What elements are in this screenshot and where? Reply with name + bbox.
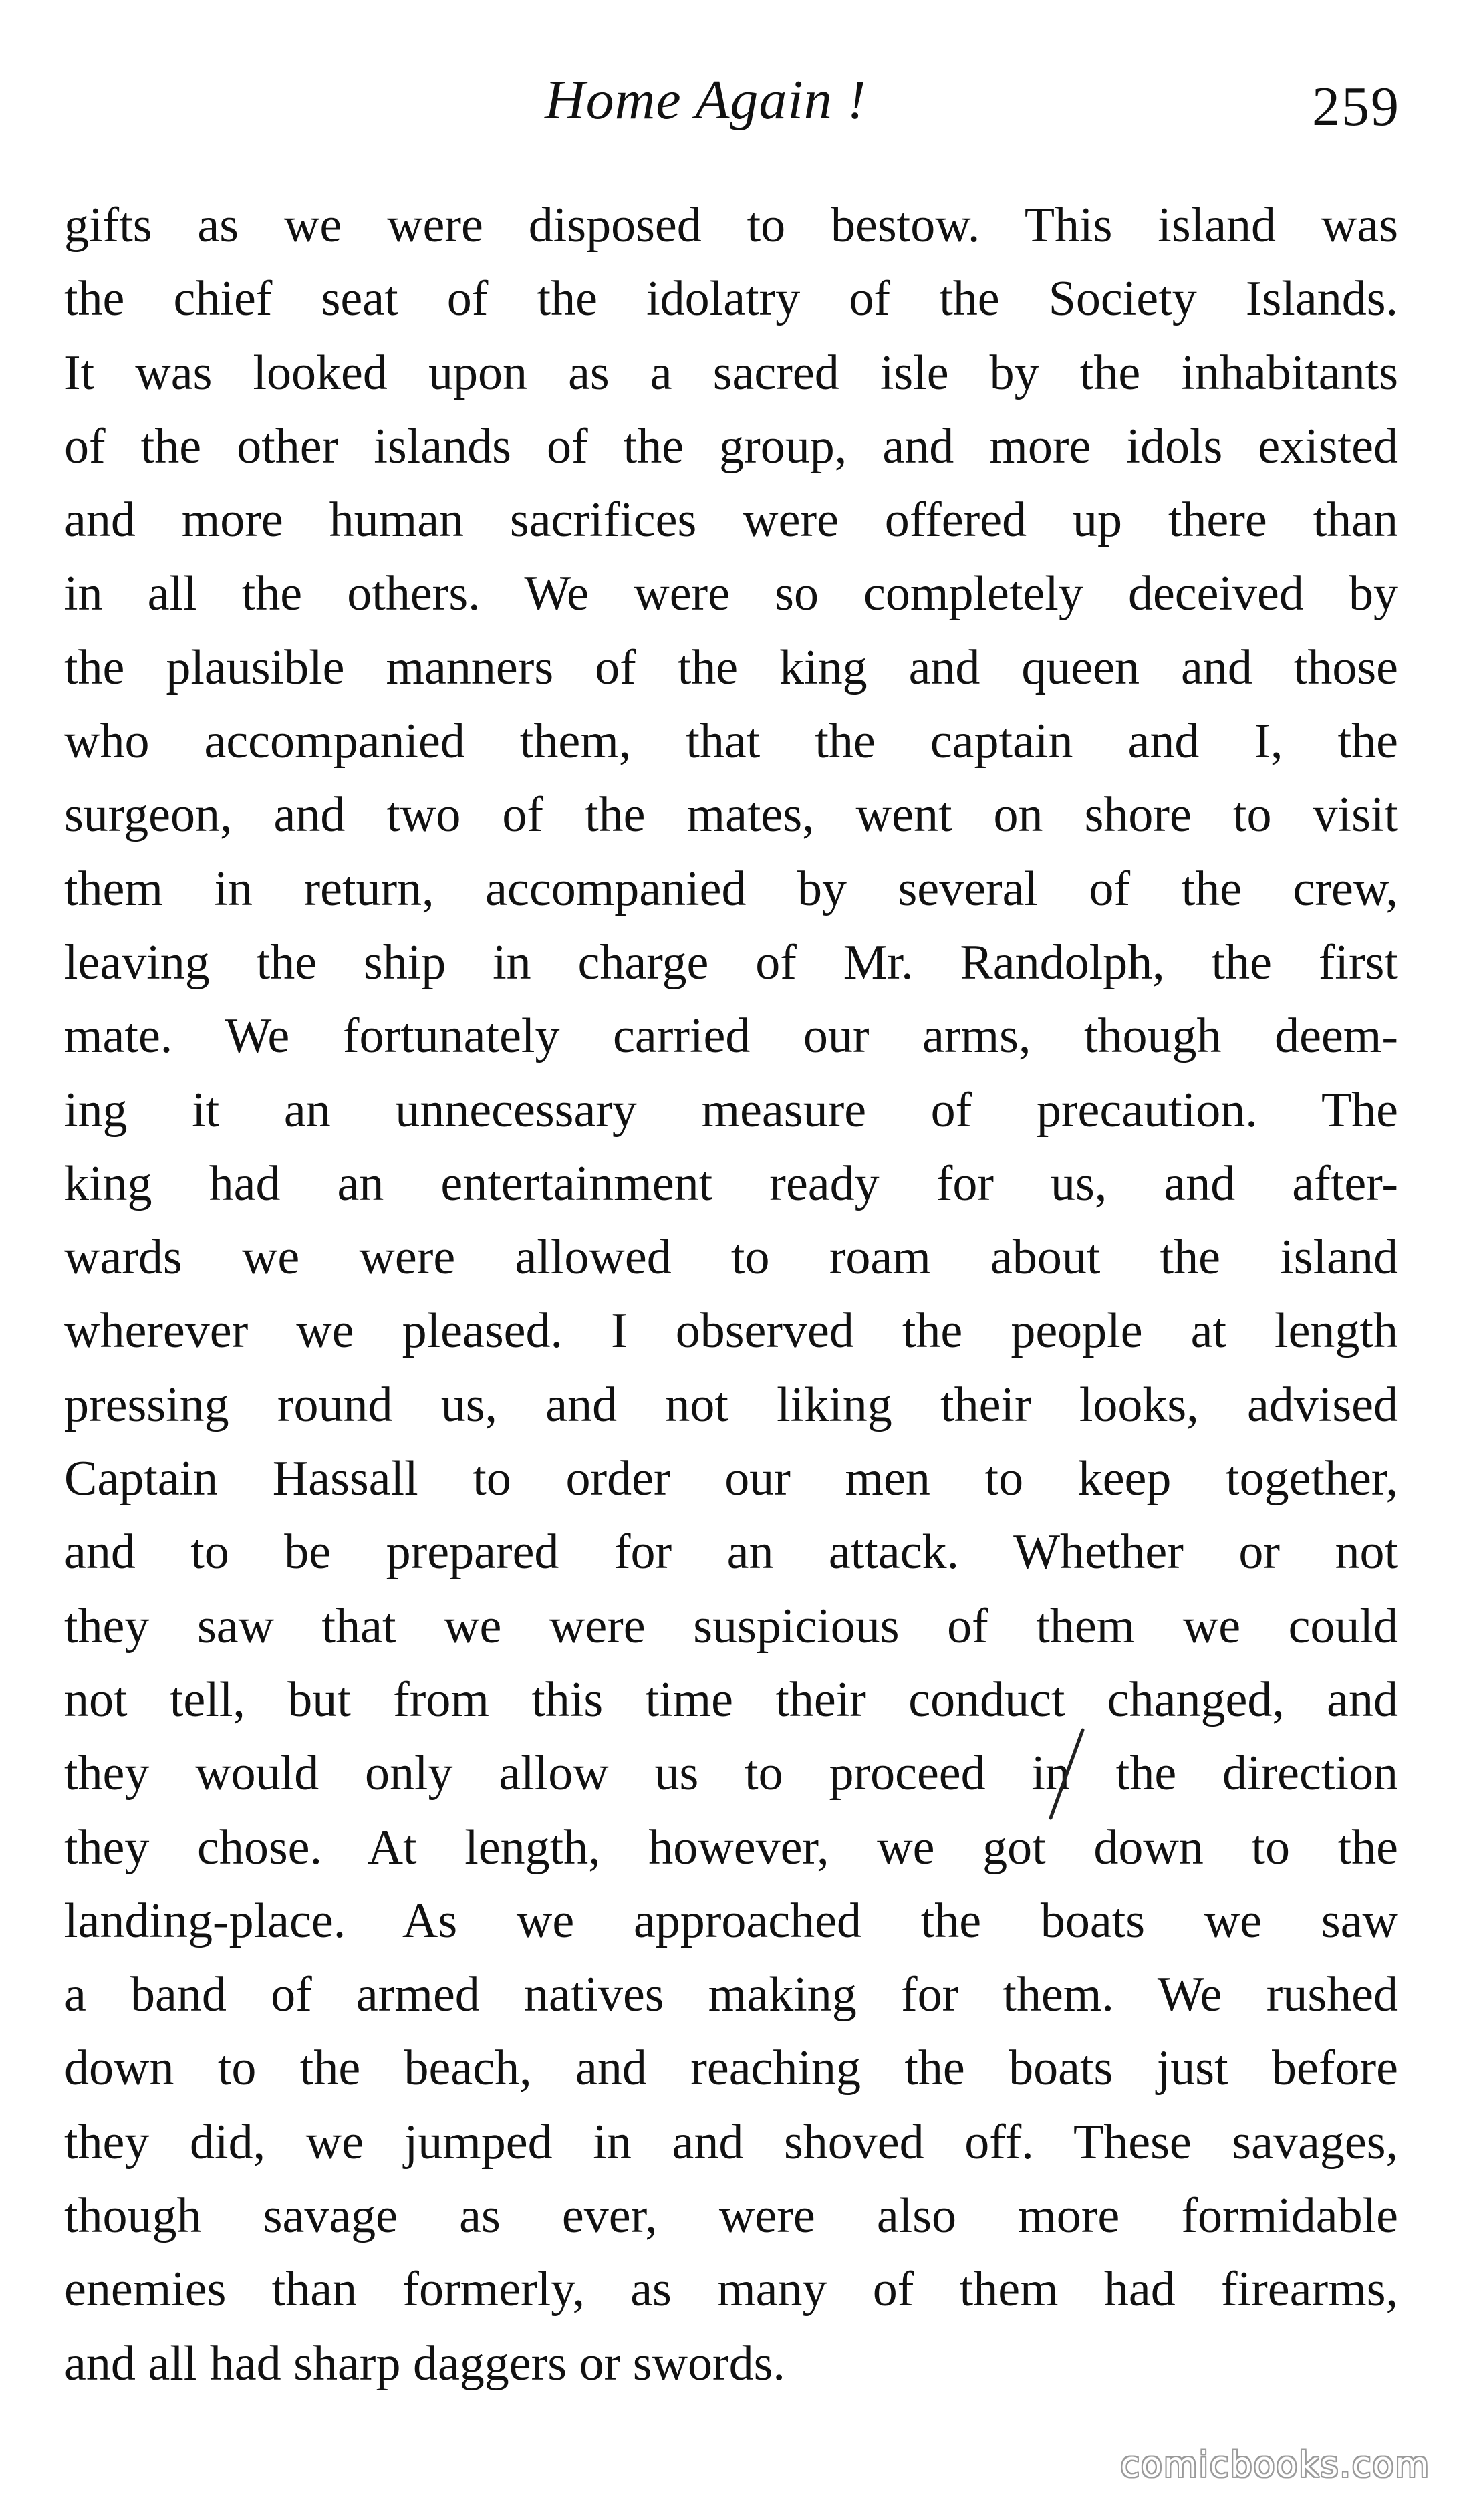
text-line: a band of armed natives making for them. We rushed	[64, 1967, 1398, 2023]
text-line: they saw that we were suspicious of them we could	[64, 1598, 1398, 1654]
text-line: the chief seat of the idolatry of the Society Islands.	[64, 271, 1398, 327]
text-line: mate. We fortunately carried our arms, though deem-	[64, 1009, 1398, 1064]
text-line: pressing round us, and not liking their looks, advised	[64, 1377, 1398, 1432]
text-line: they chose. At length, however, we got down to the	[64, 1819, 1398, 1875]
text-line: surgeon, and two of the mates, went on shore to visit	[64, 787, 1398, 843]
running-head-title: Home Again !	[545, 69, 867, 131]
text-line: ing it an unnecessary measure of precaution. The	[64, 1082, 1398, 1138]
watermark: comicbooks.com	[1120, 2445, 1430, 2485]
text-line: enemies than formerly, as many of them had firearms,	[64, 2262, 1398, 2317]
text-line: landing-place. As we approached the boats we saw	[64, 1893, 1398, 1948]
text-line: they would only allow us to proceed in the direction	[64, 1746, 1398, 1801]
text-line: gifts as we were disposed to bestow. This island was	[64, 198, 1398, 253]
text-line-last: and all had sharp daggers or swords.	[64, 2336, 785, 2391]
text-line: and to be prepared for an attack. Whether or not	[64, 1525, 1398, 1580]
text-line: and more human sacrifices were offered up there than	[64, 493, 1398, 548]
text-line: the plausible manners of the king and queen and those	[64, 640, 1398, 695]
text-line: who accompanied them, that the captain and I, the	[64, 714, 1398, 769]
text-line: of the other islands of the group, and more idols existed	[64, 418, 1398, 474]
text-line: them in return, accompanied by several of the crew,	[64, 861, 1398, 916]
text-line: It was looked upon as a sacred isle by the inhabitants	[64, 345, 1398, 400]
text-line: wards we were allowed to roam about the island	[64, 1230, 1398, 1285]
text-line: Captain Hassall to order our men to keep together,	[64, 1451, 1398, 1507]
text-line: king had an entertainment ready for us, and after-	[64, 1156, 1398, 1211]
text-line: they did, we jumped in and shoved off. These savages,	[64, 2114, 1398, 2170]
text-line: wherever we pleased. I observed the people at length	[64, 1303, 1398, 1359]
text-line: in all the others. We were so completely deceived by	[64, 566, 1398, 622]
page-number: 259	[1312, 76, 1400, 138]
running-head	[63, 64, 1400, 150]
text-line: not tell, but from this time their conduct changed, and	[64, 1672, 1398, 1727]
text-line: leaving the ship in charge of Mr. Randolph, the first	[64, 934, 1398, 990]
text-line: though savage as ever, were also more formidable	[64, 2188, 1398, 2244]
pencil-mark-icon	[1036, 1725, 1096, 1825]
body-text	[64, 188, 1398, 2400]
text-line: down to the beach, and reaching the boats just before	[64, 2041, 1398, 2096]
